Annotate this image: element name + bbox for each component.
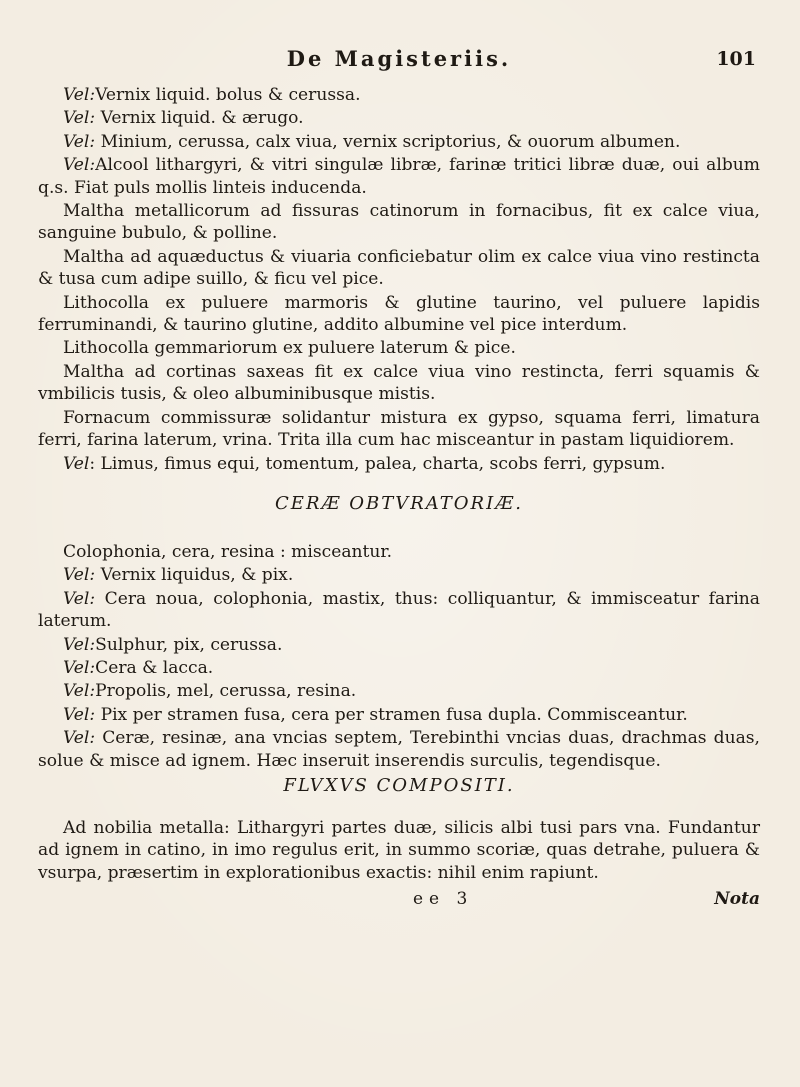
recipe-text: Vernix liquidus, & pix. (100, 565, 294, 586)
recipe-text: Pix per stramen fusa, cera per stramen fusa dupla. Commisceantur. (100, 704, 688, 725)
recipe-lead: Vel: (63, 108, 96, 129)
recipe-text: Ceræ, resinæ, ana vncias septem, Terebinthi vncias duas, drachmas duas, solue & misce ad ignem. Hæc inseruit inserendis surculis, tegendisque. (38, 728, 760, 771)
recipe-paragraph (38, 704, 760, 726)
recipe-text: Cera & lacca. (95, 657, 214, 678)
recipe-text: Cera noua, colophonia, mastix, thus: colliquantur, & immisceatur farina laterum. (38, 588, 760, 632)
recipe-paragraph (38, 131, 760, 153)
recipe-lead: Vel (63, 453, 90, 474)
recipe-lead: Vel: (63, 565, 96, 586)
recipe-paragraph: Lithocolla ex puluere marmoris & glutine taurino, vel puluere lapidis ferruminandi, & taurino glutine, addito albumine vel pice interdum. (38, 292, 760, 336)
recipe-paragraph (38, 453, 760, 475)
recipe-paragraph (38, 107, 760, 129)
recipe-text: Propolis, mel, cerussa, resina. (95, 681, 357, 702)
recipe-paragraph (38, 588, 760, 633)
recipe-lead: Vel: (63, 681, 96, 702)
recipe-text: Vernix liquid. & ærugo. (100, 108, 304, 129)
signature-mark: ee 3 (413, 889, 474, 910)
recipe-text: Minium, cerussa, calx viua, vernix scriptorius, & ouorum albumen. (100, 131, 681, 152)
recipe-paragraph (38, 727, 760, 772)
page-number: 101 (716, 48, 756, 70)
catchword: Nota (714, 889, 760, 910)
recipe-paragraph: Ad nobilia metalla: Lithargyri partes duæ, silicis albi tusi pars vna. Fundantur ad ignem in catino, in imo regulus erit, in summo scoriæ, quas detrahe, puluera & vsurpa, præsertim in explorationibus exactis: nihil enim rapiunt. (38, 817, 760, 883)
running-title: De Magisteriis. (286, 46, 512, 71)
recipe-paragraph (38, 154, 760, 199)
recipe-lead: Vel: (63, 85, 96, 105)
recipe-paragraph (38, 564, 760, 586)
recipe-paragraph: Fornacum commissuræ solidantur mistura ex gypso, squama ferri, limatura ferri, farina laterum, vrina. Trita illa cum hac misceantur in pastam liquidiorem. (38, 407, 760, 451)
recipe-paragraph (38, 657, 760, 679)
section-heading: CERÆ OBTVRATORIÆ. (275, 492, 523, 514)
recipe-lead: Vel: (63, 728, 96, 749)
recipe-block (38, 817, 760, 884)
recipe-lead: Vel: (63, 155, 96, 176)
recipe-lead: Vel: (63, 704, 96, 725)
recipe-paragraph: Colophonia, cera, resina : misceantur. (63, 541, 393, 562)
recipe-text: Vernix liquid. bolus & cerussa. (95, 85, 361, 105)
recipe-text: : Limus, fimus equi, tomentum, palea, charta, scobs ferri, gypsum. (89, 453, 666, 474)
page-header (38, 46, 760, 76)
recipe-lead: Vel: (63, 131, 96, 152)
recipe-paragraph: Maltha ad aquæductus & viuaria conficiebatur olim ex calce viua vino restincta & tusa cum adipe suillo, & ficu vel pice. (38, 246, 760, 290)
section-heading: FLVXVS COMPOSITI. (283, 774, 515, 796)
recipe-paragraph: Lithocolla gemmariorum ex puluere laterum & pice. (63, 338, 516, 359)
recipe-lead: Vel: (63, 634, 96, 655)
recipe-text: Sulphur, pix, cerussa. (95, 634, 283, 655)
recipe-paragraph (38, 84, 760, 106)
recipe-lead: Vel: (63, 657, 96, 678)
recipe-paragraph: Maltha metallicorum ad fissuras catinorum in fornacibus, fit ex calce viua, sanguine bubulo, & polline. (38, 201, 760, 244)
page-footer (38, 889, 760, 917)
recipe-text: Alcool lithargyri, & vitri singulæ libræ, farinæ tritici libræ duæ, oui album q.s. Fiat puls mollis linteis inducenda. (38, 155, 760, 198)
recipe-paragraph: Maltha ad cortinas saxeas fit ex calce viua vino restincta, ferri squamis & vmbilicis tusis, & oleo albuminibusque mistis. (38, 361, 760, 405)
recipe-paragraph (38, 680, 760, 702)
recipe-lead: Vel: (63, 588, 96, 609)
recipe-paragraph (38, 634, 760, 656)
